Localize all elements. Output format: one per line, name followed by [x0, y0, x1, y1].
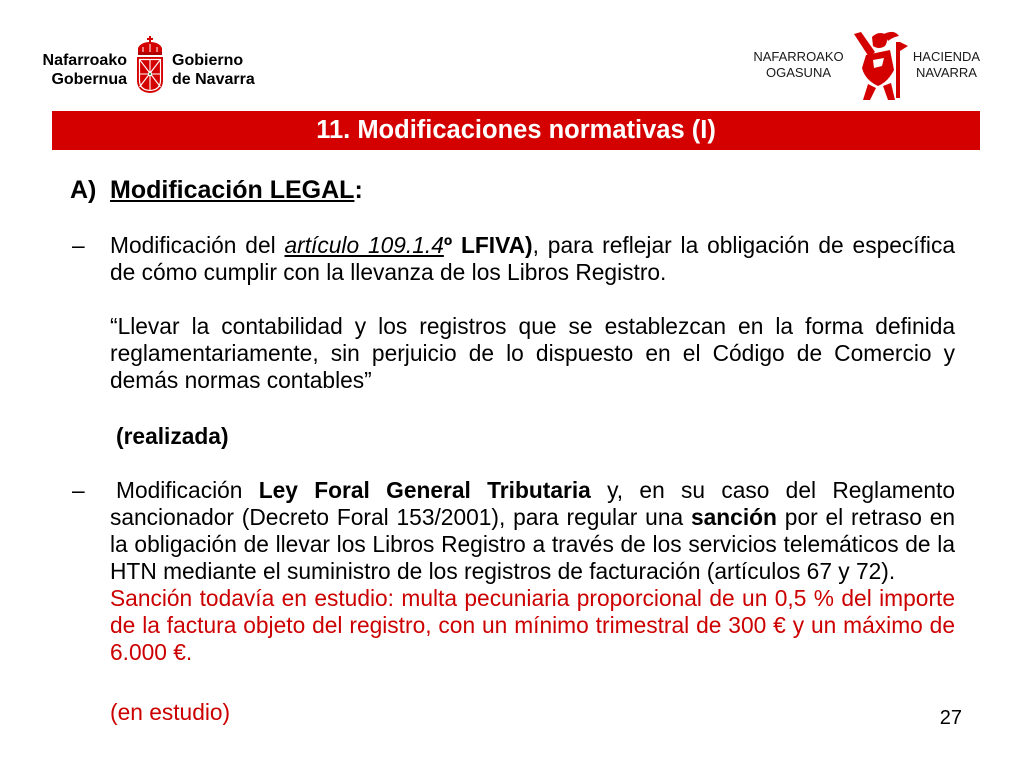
section-title-suffix: : [354, 176, 363, 204]
treasury-logo-basque-line1: NAFARROAKO [753, 49, 844, 64]
item2-intro: Modificación [116, 477, 259, 503]
item1-law-reference: º LFIVA) [443, 232, 533, 258]
slide-title: 11. Modificaciones normativas (I) [316, 116, 716, 144]
page-number: 27 [939, 707, 962, 729]
treasury-logo-spanish-name [900, 49, 993, 81]
government-logo-basque-line1: Nafarroako [42, 52, 127, 69]
treasury-logo-spanish-line1: HACIENDA [912, 49, 981, 64]
item2-middle: y, en su caso del Reglamento sancionador (Decreto Foral 153/2001), para regular una [110, 477, 955, 530]
item1-intro: Modificación del [110, 232, 285, 258]
hacienda-navarra-emblem-icon [848, 30, 908, 100]
item2-status: (en estudio) [110, 699, 231, 725]
government-logo-spanish-line2: de Navarra [172, 71, 255, 88]
item2-law-name: Ley Foral General Tributaria [258, 477, 591, 503]
item1-status: (realizada) [116, 423, 229, 449]
item2-text [110, 477, 955, 666]
government-logo-spanish-line1: Gobierno [172, 52, 244, 69]
item1-quote: “Llevar la contabilidad y los registros que se establezcan en la forma definida reglamentariamente, sin perjuicio de lo dispuesto en el Código de Comercio y demás normas contables” [110, 313, 955, 393]
navarra-coat-of-arms-icon [135, 36, 165, 94]
treasury-logo-basque-name [745, 49, 852, 81]
slide-title-banner [52, 111, 980, 150]
item1-bullet: – [72, 232, 85, 258]
government-logo-basque-line2: Gobernua [51, 71, 127, 88]
item2-bullet: – [72, 477, 85, 503]
item1-article-reference: artículo 109.1.4 [284, 232, 444, 258]
treasury-logo-spanish-line2: NAVARRA [916, 65, 977, 80]
section-title-row [110, 175, 363, 205]
item2-keyword: sanción [690, 504, 777, 530]
item1-text [110, 232, 955, 286]
section-title: Modificación LEGAL [110, 176, 355, 204]
treasury-logo-basque-line2: OGASUNA [765, 65, 831, 80]
section-marker: A) [70, 176, 97, 204]
item2-rest: por el retraso en la obligación de llevar los Libros Registro a través de los servicios telemáticos de la HTN mediante el suministro de los registros de facturación (artículos 67 y 72). [110, 504, 956, 584]
government-logo-spanish-name [172, 51, 255, 89]
item1-rest: , para reflejar la obligación de específica de cómo cumplir con la llevanza de los Libros Registro. [110, 232, 955, 285]
item2-sanction-note: Sanción todavía en estudio: multa pecuniaria proporcional de un 0,5 % del importe de la factura objeto del registro, con un mínimo trimestral de 300 € y un máximo de 6.000 €. [110, 585, 955, 665]
government-logo-basque-name [27, 51, 127, 89]
